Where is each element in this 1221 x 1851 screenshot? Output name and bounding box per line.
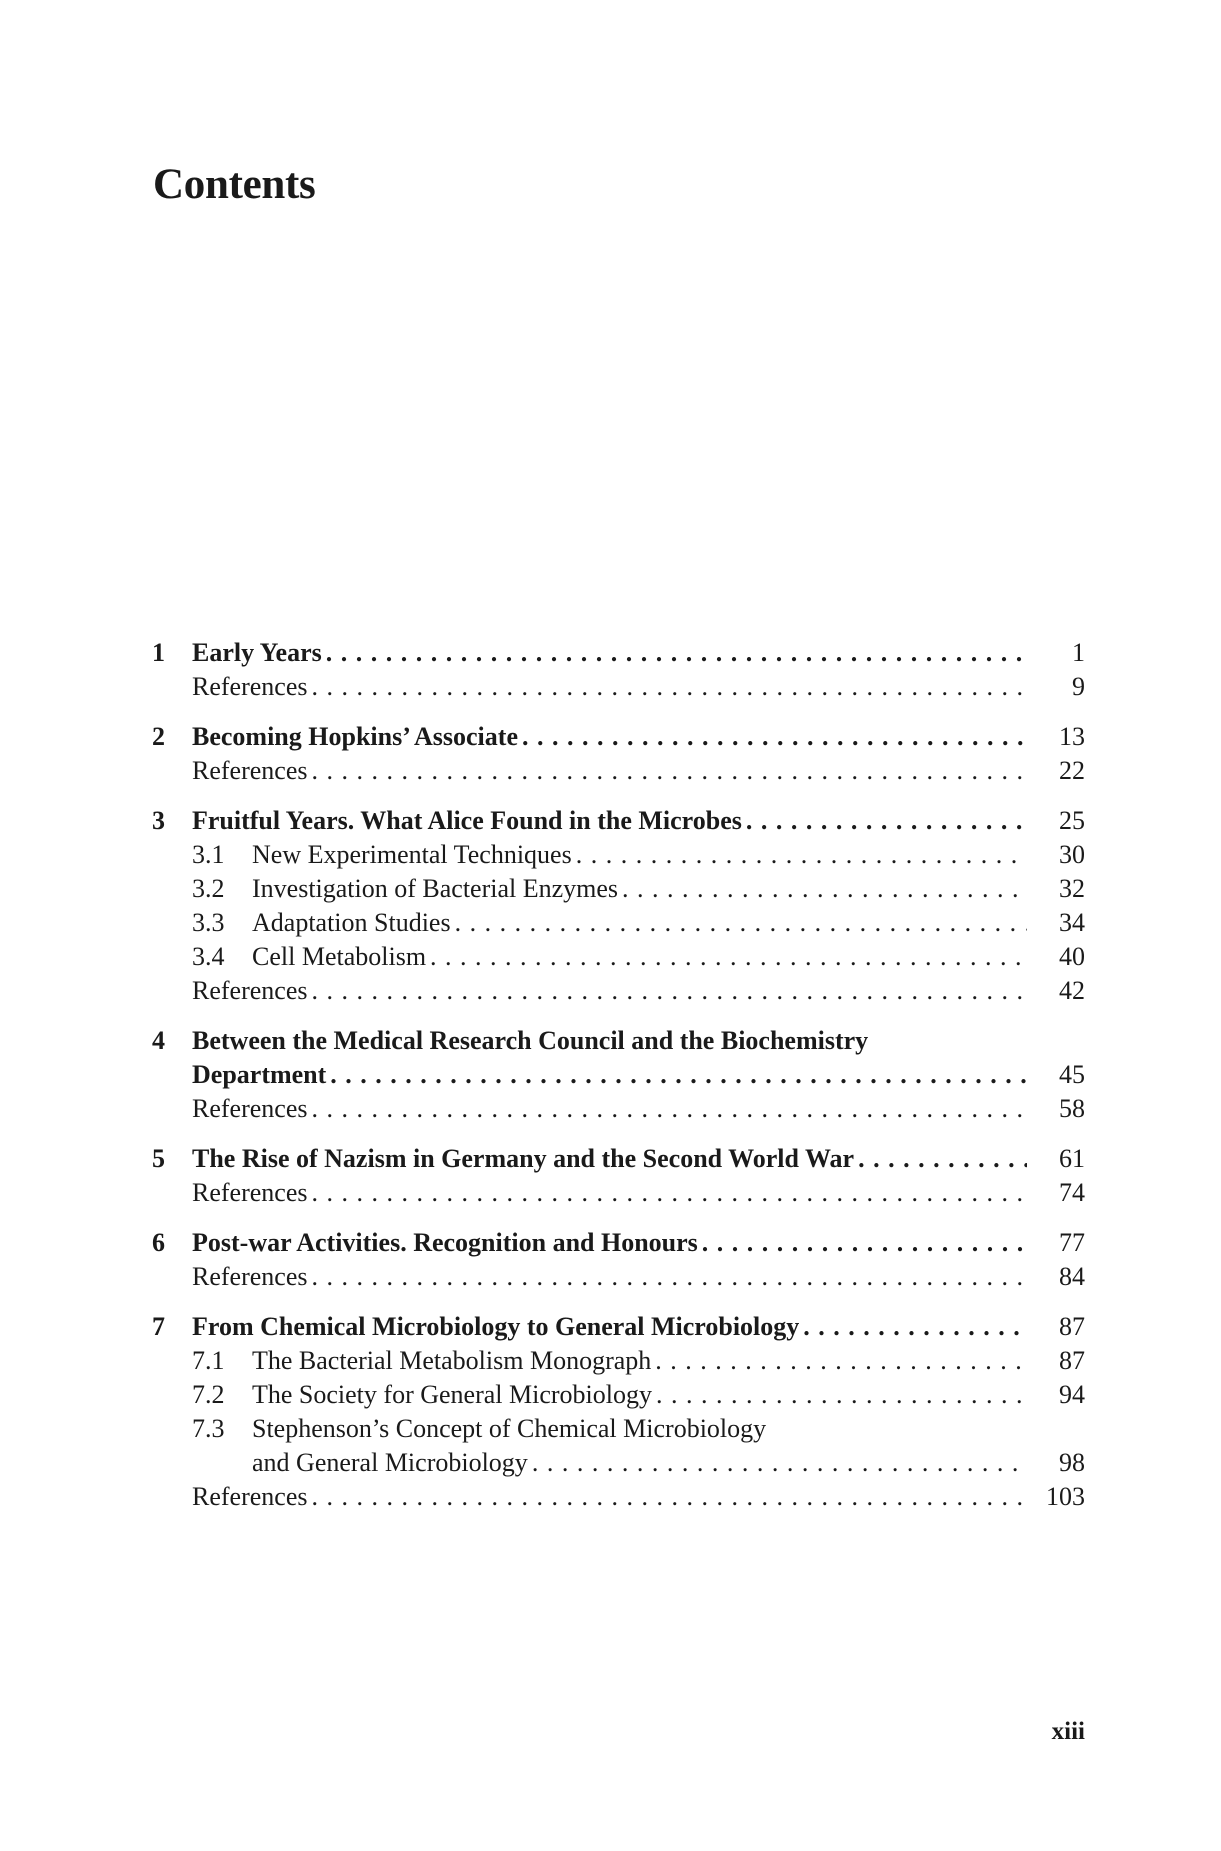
page-number: 87 [1059, 1312, 1085, 1341]
chapter-title: Between the Medical Research Council and the Biochemistry [192, 1026, 869, 1055]
chapter-number: 5 [152, 1144, 165, 1173]
leader-dots [858, 1142, 1027, 1176]
section-title: The Bacterial Metabolism Monograph [252, 1346, 652, 1375]
leader-dots [655, 1344, 1027, 1378]
chapter-title: Post-war Activities. Recognition and Honours [192, 1228, 698, 1257]
page-folio: xiii [1051, 1718, 1085, 1745]
chapter-title: From Chemical Microbiology to General Microbiology [192, 1312, 800, 1341]
toc-chapter-4 [152, 1024, 1085, 1126]
toc-entry-section-line2[interactable] [152, 1446, 1085, 1480]
chapter-number: 3 [152, 806, 165, 835]
chapter-number: 7 [152, 1312, 165, 1341]
toc-entry-chapter-line2[interactable] [152, 1058, 1085, 1092]
leader-dots [326, 636, 1027, 670]
chapter-title: Becoming Hopkins’ Associate [192, 722, 518, 751]
toc-entry-section[interactable] [152, 906, 1085, 940]
toc-chapter-2 [152, 720, 1085, 788]
page-number: 40 [1059, 942, 1085, 971]
leader-dots [311, 974, 1027, 1008]
chapter-number: 1 [152, 638, 165, 667]
chapter-title: Fruitful Years. What Alice Found in the Microbes [192, 806, 742, 835]
leader-dots [311, 1480, 1027, 1514]
page-number: 77 [1059, 1228, 1085, 1257]
leader-dots [311, 754, 1027, 788]
page-number: 87 [1059, 1346, 1085, 1375]
toc-entry-references[interactable] [152, 1480, 1085, 1514]
page-number: 98 [1059, 1448, 1085, 1477]
leader-dots [622, 872, 1027, 906]
section-number: 7.2 [192, 1380, 225, 1409]
references-label: References [192, 1178, 308, 1207]
chapter-title: Early Years [192, 638, 322, 667]
toc-entry-references[interactable] [152, 1260, 1085, 1294]
page-number: 30 [1059, 840, 1085, 869]
section-title: New Experimental Techniques [252, 840, 572, 869]
toc-entry-chapter[interactable] [152, 636, 1085, 670]
toc-entry-chapter[interactable] [152, 1142, 1085, 1176]
references-label: References [192, 1094, 308, 1123]
section-title: Investigation of Bacterial Enzymes [252, 874, 619, 903]
toc-entry-references[interactable] [152, 974, 1085, 1008]
references-label: References [192, 976, 308, 1005]
page-number: 84 [1059, 1262, 1085, 1291]
leader-dots [532, 1446, 1027, 1480]
toc-entry-chapter[interactable] [152, 1310, 1085, 1344]
section-title: Stephenson’s Concept of Chemical Microbiology [252, 1414, 767, 1443]
chapter-title-continued: Department [192, 1060, 327, 1089]
toc-entry-section[interactable] [152, 838, 1085, 872]
section-number: 3.4 [192, 942, 225, 971]
toc-entry-references[interactable] [152, 754, 1085, 788]
section-number: 3.3 [192, 908, 225, 937]
leader-dots [311, 1260, 1027, 1294]
page-number: 61 [1059, 1144, 1085, 1173]
leader-dots [746, 804, 1027, 838]
references-label: References [192, 756, 308, 785]
toc-entry-section[interactable] [152, 940, 1085, 974]
toc-entry-chapter-line1[interactable] [152, 1024, 1085, 1058]
section-number: 3.2 [192, 874, 225, 903]
leader-dots [522, 720, 1027, 754]
toc-entry-references[interactable] [152, 670, 1085, 704]
section-title: Adaptation Studies [252, 908, 451, 937]
page-number: 45 [1059, 1060, 1085, 1089]
section-title: The Society for General Microbiology [252, 1380, 652, 1409]
toc-chapter-5 [152, 1142, 1085, 1210]
toc-entry-chapter[interactable] [152, 720, 1085, 754]
toc-chapter-7 [152, 1310, 1085, 1514]
toc-chapter-6 [152, 1226, 1085, 1294]
page-number: 1 [1072, 638, 1085, 667]
leader-dots [311, 1176, 1027, 1210]
chapter-number: 2 [152, 722, 165, 751]
page-number: 42 [1059, 976, 1085, 1005]
toc-entry-section[interactable] [152, 872, 1085, 906]
toc-entry-section[interactable] [152, 1378, 1085, 1412]
chapter-number: 6 [152, 1228, 165, 1257]
section-number: 7.3 [192, 1414, 225, 1443]
section-title-continued: and General Microbiology [252, 1448, 528, 1477]
toc-entry-chapter[interactable] [152, 1226, 1085, 1260]
page-number: 22 [1059, 756, 1085, 785]
references-label: References [192, 672, 308, 701]
leader-dots [455, 906, 1027, 940]
page-number: 74 [1059, 1178, 1085, 1207]
leader-dots [311, 670, 1027, 704]
references-label: References [192, 1262, 308, 1291]
page-number: 13 [1059, 722, 1085, 751]
toc-entry-references[interactable] [152, 1092, 1085, 1126]
page-number: 58 [1059, 1094, 1085, 1123]
leader-dots [803, 1310, 1027, 1344]
leader-dots [430, 940, 1027, 974]
page-number: 103 [1046, 1482, 1085, 1511]
toc-entry-chapter[interactable] [152, 804, 1085, 838]
toc-chapter-3 [152, 804, 1085, 1008]
toc-entry-references[interactable] [152, 1176, 1085, 1210]
toc-entry-section[interactable] [152, 1344, 1085, 1378]
leader-dots [330, 1058, 1027, 1092]
leader-dots [702, 1226, 1027, 1260]
page-title: Contents [153, 161, 316, 208]
page-number: 34 [1059, 908, 1085, 937]
page-number: 32 [1059, 874, 1085, 903]
table-of-contents [152, 636, 1085, 1530]
references-label: References [192, 1482, 308, 1511]
toc-entry-section-line1[interactable] [152, 1412, 1085, 1446]
page-number: 9 [1072, 672, 1085, 701]
leader-dots [576, 838, 1027, 872]
section-number: 3.1 [192, 840, 225, 869]
page-number: 94 [1059, 1380, 1085, 1409]
page-number: 25 [1059, 806, 1085, 835]
section-number: 7.1 [192, 1346, 225, 1375]
chapter-number: 4 [152, 1026, 165, 1055]
leader-dots [311, 1092, 1027, 1126]
leader-dots [656, 1378, 1027, 1412]
section-title: Cell Metabolism [252, 942, 427, 971]
toc-chapter-1 [152, 636, 1085, 704]
chapter-title: The Rise of Nazism in Germany and the Second World War [192, 1144, 855, 1173]
